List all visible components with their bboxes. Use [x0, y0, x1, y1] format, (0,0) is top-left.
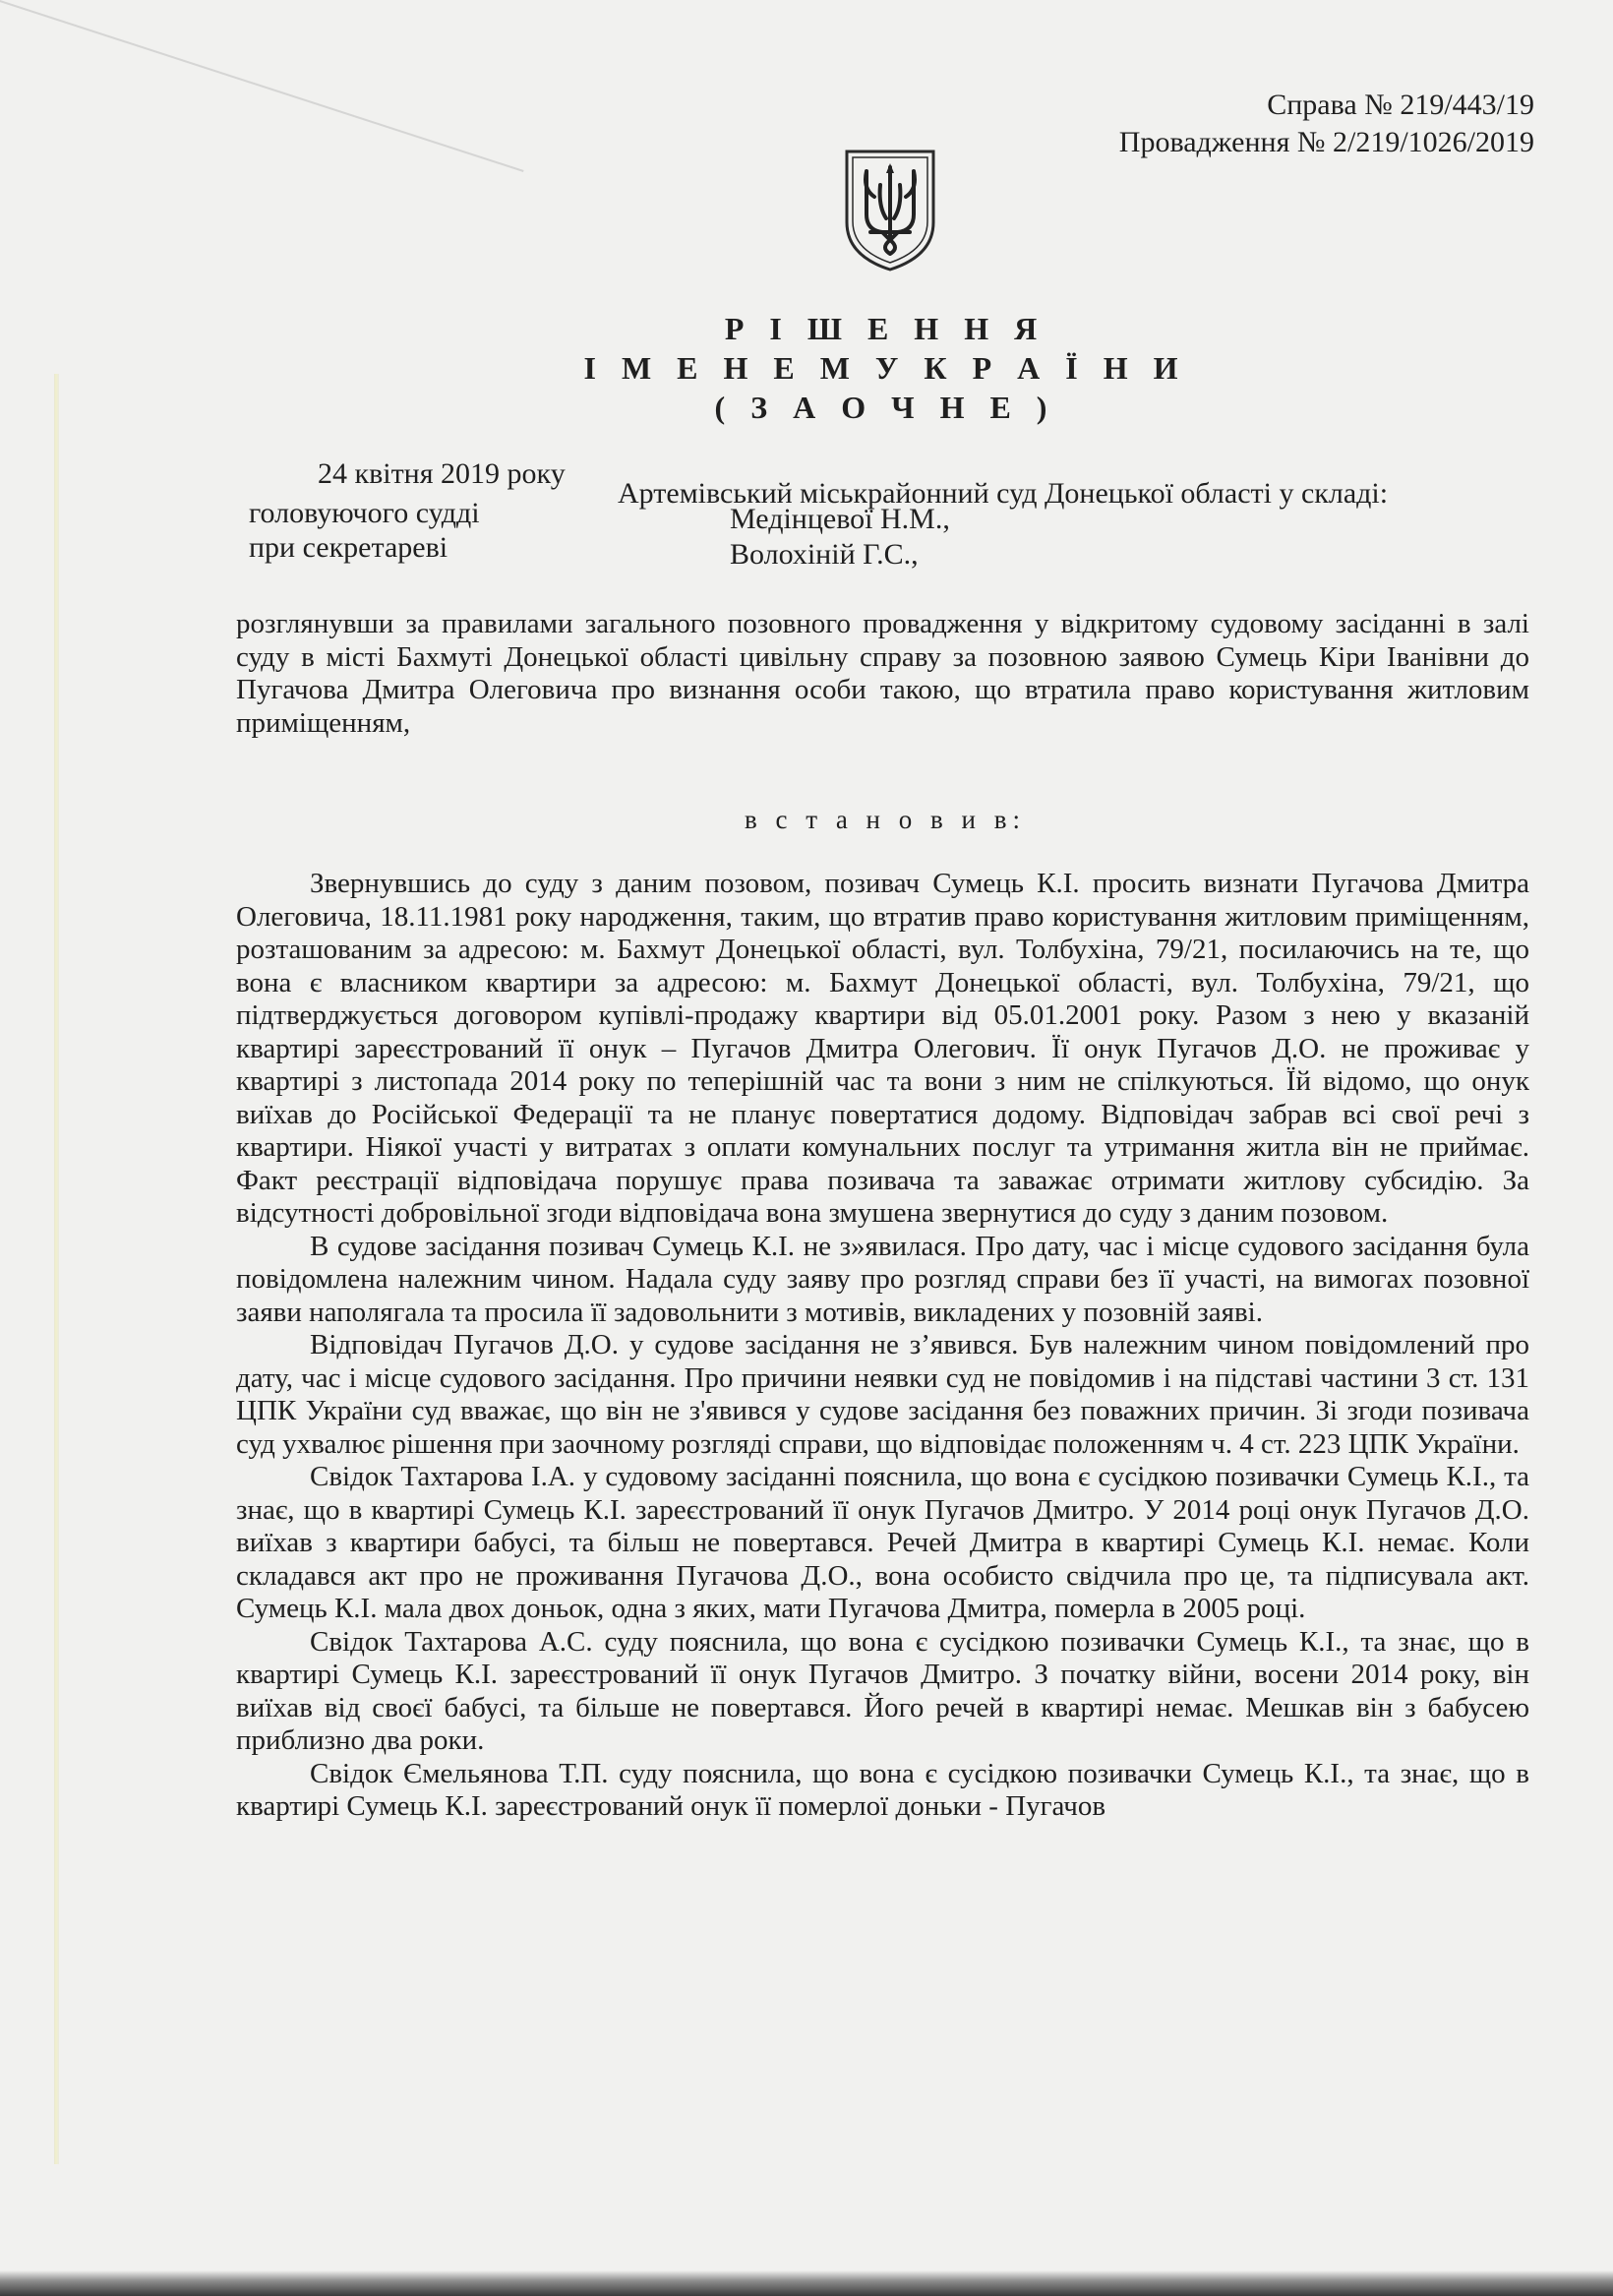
paragraph-witness-3: Свідок Ємельянова Т.П. суду пояснила, що вона є сусідкою позивачки Сумець К.І., та знає, що в квартирі Сумець К.І. зареєстрований онук її померлої доньки - Пугачов [236, 1757, 1529, 1822]
proceeding-number: Провадження № 2/219/1026/2019 [1118, 126, 1534, 158]
staple-crease [54, 374, 59, 2164]
page-fold-line [0, 0, 524, 284]
paragraph-plaintiff-absence: В судове засідання позивач Сумець К.І. не з»явилася. Про дату, час і місце судового засідання була повідомлена належним чином. Надала суду заяву про розгляд справи без її участі, на вимогах позовної заяви наполягала та просила її задовольнити з мотивів, викладених у позовній заяві. [236, 1230, 1529, 1328]
court-name: Артемівський міськрайонний суд Донецької області у складі: [618, 477, 1389, 510]
paragraph-claim: Звернувшись до суду з даним позовом, позивач Сумець К.І. просить визнати Пугачова Дмитра Олеговича, 18.11.1981 року народження, таким, що втратив право користування житловим приміщенням, розташованим за адресою: м. Бахмут Донецької області, вул. Толбухіна, 79/21, посилаючись на те, що вона є власником квартири за адресою: м. Бахмут Донецької області, вул. Толбухіна, 79/21, що підтверджується договором купівлі-продажу квартири від 05.01.2001 року. Разом з нею у вказаній квартирі зареєстрований її онук – Пугачов Дмитра Олегович. Її онук Пугачов Д.О. не проживає у квартирі з листопада 2014 року по теперішній час та вони з ним не спілкуються. Їй відомо, що онук виїхав до Російської Федерації та не планує повертатися додому. Відповідач забрав всі свої речі з квартири. Ніякої участі у витратах з оплати комунальних послуг та утримання житла він не приймає. Факт реєстрації відповідача порушує права позивача та заважає отримати житлову субсидію. За відсутності добровільної згоди відповідача вона змушена звернутися до суду з даним позовом. [236, 868, 1529, 1229]
main-text [236, 868, 1529, 1824]
secretary-name: Волохіній Г.С., [730, 538, 919, 571]
case-reference [846, 87, 1534, 161]
document-subtitle: І М Е Н Е М У К Р А Ї Н И [583, 350, 1187, 386]
paragraph-witness-1: Свідок Тахтарова І.А. у судовому засіданні пояснила, що вона є сусідкою позивачки Сумець К.І., та знає, що в квартирі Сумець К.І. зареєстрований її онук Пугачов Дмитро. У 2014 році онук Пугачов Д.О. виїхав з квартири бабусі, та більш не повертався. Речей Дмитра в квартирі Сумець К.І. немає. Коли складався акт про не проживання Пугачова Д.О., вона особисто свідчила про це, та підписувала акт. Сумець К.І. мала двох доньок, одна з яких, мати Пугачова Дмитра, померла в 2005 році. [236, 1461, 1529, 1624]
judge-label: головуючого судді [249, 497, 480, 529]
paragraph-defendant-absence: Відповідач Пугачов Д.О. у судове засідання не з’явився. Був належним чином повідомлений про дату, час і місце судового засідання. Про причини неявки суд не повідомив і на підставі частини 3 ст. 131 ЦПК України суд вважає, що він не з'явився у судове засідання без поважних причин. Зі згоди позивача суд ухвалює рішення при заочному розгляді справи, що відповідає положенням ч. 4 ст. 223 ЦПК України. [236, 1329, 1529, 1460]
consideration-paragraph: розглянувши за правилами загального позовного провадження у відкритому судовому засіданні в залі суду в місті Бахмуті Донецької області цивільну справу за позовною заявою Сумець Кіри Іванівни до Пугачова Дмитра Олеговича про визнання особи такою, що втратила право користування житловим приміщенням, [236, 608, 1529, 739]
trident-emblem-icon [841, 146, 939, 273]
case-number: Справа № 219/443/19 [1267, 89, 1534, 121]
established-heading: в с т а н о в и в: [745, 805, 1026, 834]
paragraph-witness-2: Свідок Тахтарова А.С. суду пояснила, що вона є сусідкою позивачки Сумець К.І., та знає, що в квартирі Сумець К.І. зареєстрований її онук Пугачов Дмитро. З початку війни, восени 2014 року, він виїхав від своєї бабусі, та більше не повертався. Його речей в квартирі немає. Мешкав він з бабусею приблизно два роки. [236, 1625, 1529, 1756]
judge-name: Медінцевої Н.М., [730, 503, 950, 535]
document-type: ( З А О Ч Н Е ) [714, 390, 1056, 425]
document-title: Р І Ш Е Н Н Я [724, 311, 1046, 346]
secretary-label: при секретареві [249, 531, 448, 564]
decision-date: 24 квітня 2019 року [318, 457, 566, 490]
